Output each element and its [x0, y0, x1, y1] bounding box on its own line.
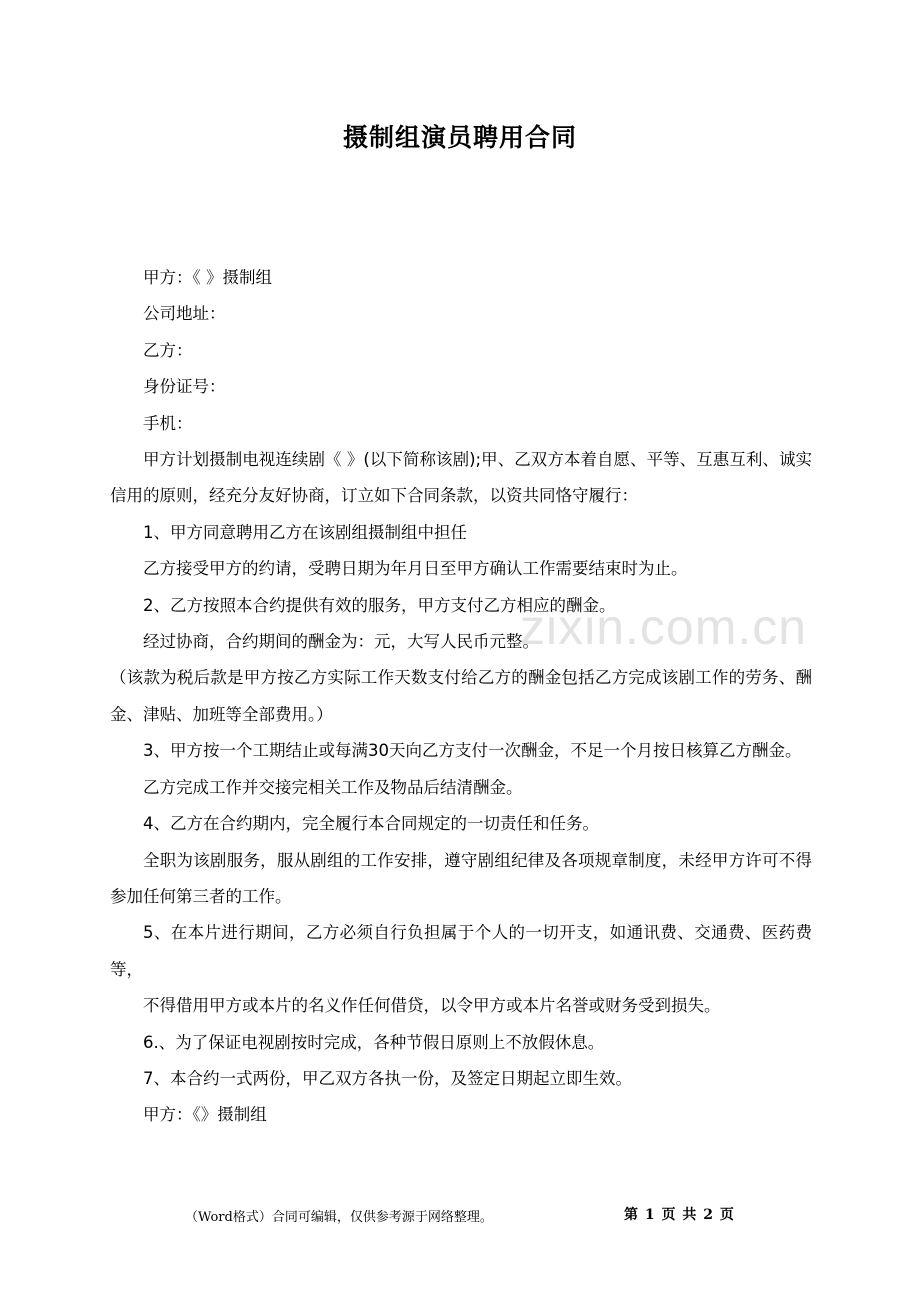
contract-body: [110, 260, 812, 1134]
paragraph-party-a: 甲方：《 》摄制组: [143, 268, 272, 287]
paragraph-clause-6: 6.、为了保证电视剧按时完成，各种节假日原则上不放假休息。: [143, 1032, 605, 1052]
paragraph-company-address: 公司地址：: [143, 304, 226, 324]
paragraph-clause-7: 7、本合约一式两份，甲乙双方各执一份，及签定日期起立即生效。: [143, 1068, 632, 1088]
paragraph-clause-2-note: （该款为税后款是甲方按乙方实际工作天数支付给乙方的酬金包括乙方完成该剧工作的劳务、酬金、津贴、加班等全部费用。）: [110, 668, 812, 724]
document-title: 摄制组演员聘用合同: [342, 123, 577, 152]
paragraph-preamble: 甲方计划摄制电视连续剧《 》(以下简称该剧);甲、乙双方本着自愿、平等、互惠互利、诚实信用的原则，经充分友好协商，订立如下合同条款，以资共同恪守履行：: [110, 450, 812, 506]
paragraph-signature-party-a: 甲方：《》摄制组: [143, 1105, 267, 1125]
paragraph-clause-4-detail: 全职为该剧服务，服从剧组的工作安排，遵守剧组纪律及各项规章制度，未经甲方许可不得参加任何第三者的工作。: [110, 850, 812, 906]
paragraph-clause-4: 4、乙方在合约期内，完全履行本合同规定的一切责任和任务。: [143, 814, 599, 834]
paragraph-party-b: 乙方：: [143, 340, 193, 360]
paragraph-clause-5: 5、在本片进行期间，乙方必须自行负担属于个人的一切开支，如通讯费、交通费、医药费等，: [110, 923, 812, 979]
paragraph-clause-1: 1、甲方同意聘用乙方在该剧组摄制组中担任: [143, 522, 467, 542]
paragraph-clause-1-detail: 乙方接受甲方的约请，受聘日期为年月日至甲方确认工作需要结束时为止。: [143, 559, 688, 579]
paragraph-clause-5-detail: 不得借用甲方或本片的名义作任何借贷，以令甲方或本片名誉或财务受到损失。: [143, 996, 721, 1016]
paragraph-clause-2: 2、乙方按照本合约提供有效的服务，甲方支付乙方相应的酬金。: [143, 595, 616, 615]
paragraph-id-number: 身份证号：: [143, 377, 226, 397]
watermark: zixin.com.cn: [520, 599, 808, 655]
paragraph-mobile: 手机：: [143, 413, 193, 433]
page-number: 第 1 页 共 2 页: [624, 1207, 734, 1223]
paragraph-clause-3-settlement: 乙方完成工作并交接完相关工作及物品后结清酬金。: [143, 777, 523, 797]
paragraph-clause-2-fee: 经过协商，合约期间的酬金为：元，大写人民币元整。: [143, 632, 539, 652]
footer-note: （Word格式）合同可编辑，仅供参考源于网络整理。: [185, 1210, 493, 1225]
paragraph-clause-3: 3、甲方按一个工期结止或每满30天向乙方支付一次酬金，不足一个月按日核算乙方酬金。: [143, 741, 802, 761]
